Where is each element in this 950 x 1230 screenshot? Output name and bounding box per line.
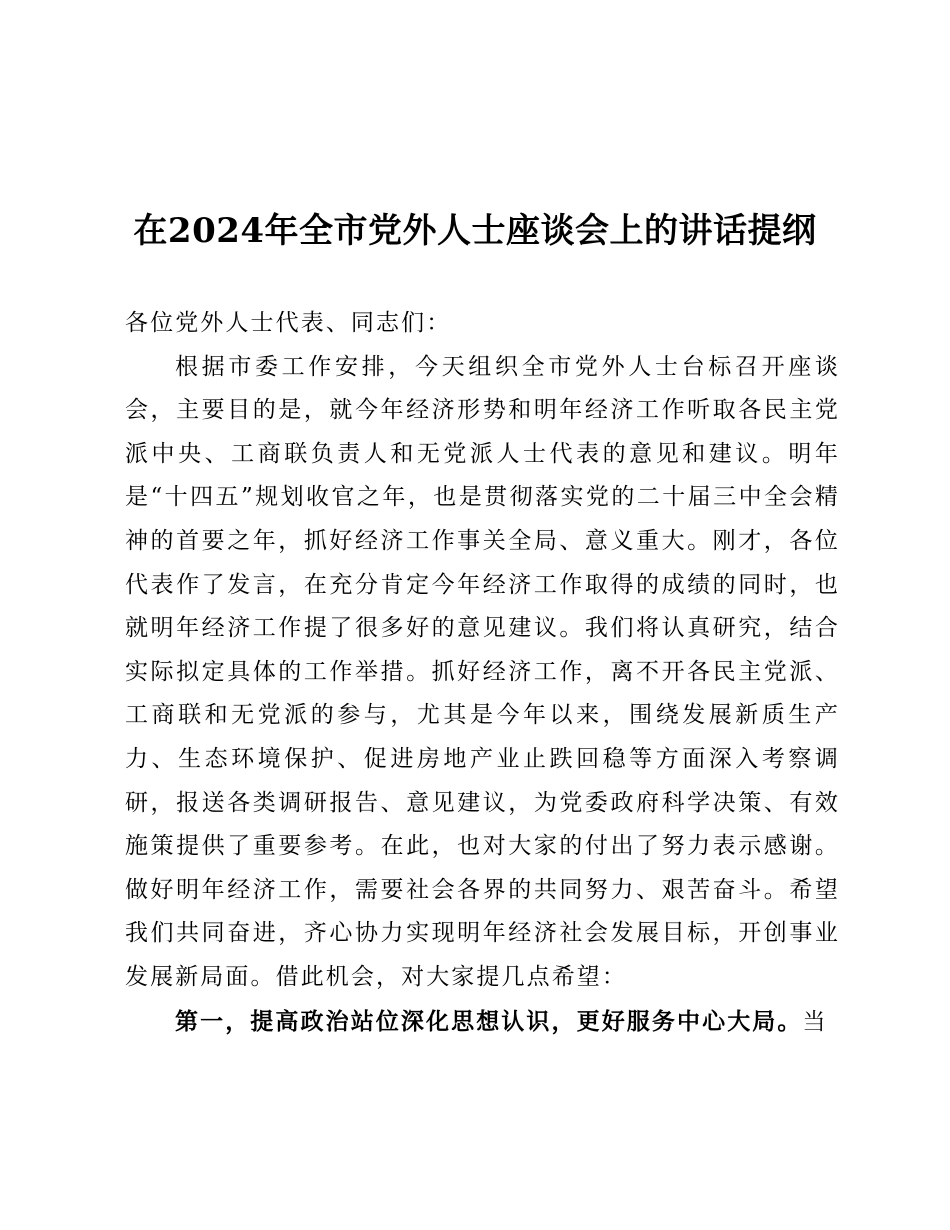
- point-heading: 第一，提高政治站位深化思想认识，更好服务中心大局。: [175, 1007, 803, 1035]
- salutation: 各位党外人士代表、同志们：: [125, 310, 452, 336]
- paragraph: 根据市委工作安排，今天组织全市党外人士台标召开座谈会，主要目的是，就今年经济形势和明年经济工作听取各民主党派中央、工商联负责人和无党派人士代表的意见和建议。明年是“十四五”规划收官之年，也是贯彻落实党的二十届三中全会精神的首要之年，抓好经济工作事关全局、意义重大。刚才，各位代表作了发言，在充分肯定今年经济工作取得的成绩的同时，也就明年经济工作提了很多好的意见建议。我们将认真研究，结合实际拟定具体的工作举措。抓好经济工作，离不开各民主党派、工商联和无党派的参与，尤其是今年以来，围绕发展新质生产力、生态环境保护、促进房地产业止跌回稳等方面深入考察调研，报送各类调研报告、意见建议，为党委政府科学决策、有效施策提供了重要参考。在此，也对大家的付出了努力表示感谢。做好明年经济工作，需要社会各界的共同努力、艰苦奋斗。希望我们共同奋进，齐心协力实现明年经济社会发展目标，开创事业发展新局面。借此机会，对大家提几点希望：: [125, 353, 840, 990]
- point-text: 当: [802, 1008, 828, 1035]
- document-body: [125, 302, 840, 1044]
- point-paragraph: [125, 1000, 840, 1045]
- page-title: 在2024年全市党外人士座谈会上的讲话提纲: [133, 211, 817, 251]
